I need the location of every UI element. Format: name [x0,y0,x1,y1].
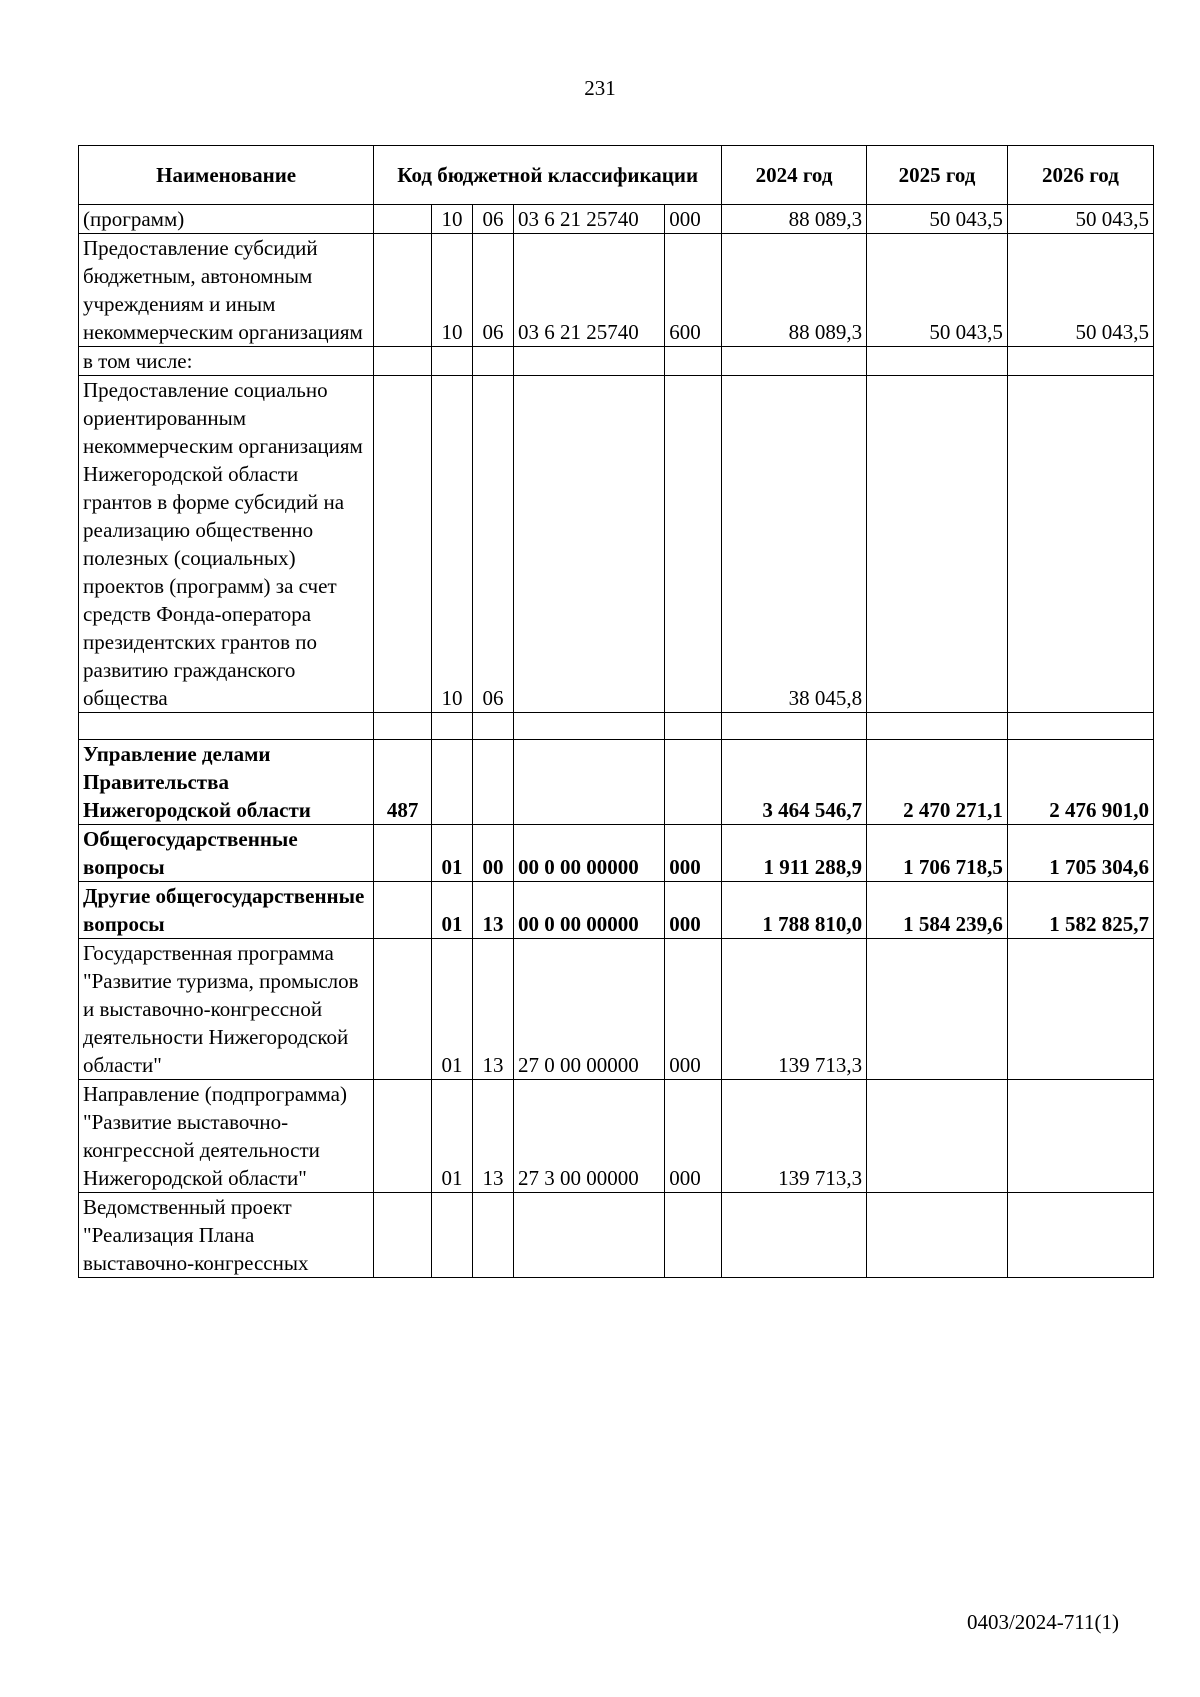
row-2026 [1007,1193,1153,1278]
row-2024 [722,347,867,376]
row-2025: 1 706 718,5 [867,825,1008,882]
row-2026: 50 043,5 [1007,234,1153,347]
row-section: 01 [432,882,473,939]
row-expense [665,740,722,825]
row-2026 [1007,939,1153,1080]
row-subsection: 06 [473,205,514,234]
row-expense: 000 [665,882,722,939]
row-target [513,740,664,825]
row-2026 [1007,347,1153,376]
row-target [513,1193,664,1278]
row-expense [665,347,722,376]
row-name: Направление (подпрограмма) "Развитие выставочно-конгрессной деятельности Нижегородской области" [79,1080,374,1193]
row-dept [374,1193,432,1278]
row-section: 01 [432,1080,473,1193]
row-expense [665,1193,722,1278]
header-code: Код бюджетной классификации [374,146,722,205]
row-2024: 38 045,8 [722,376,867,713]
row-2024: 3 464 546,7 [722,740,867,825]
budget-table [78,145,1154,1278]
row-2026 [1007,1080,1153,1193]
row-dept [374,713,432,740]
row-2025: 50 043,5 [867,234,1008,347]
row-target: 27 0 00 00000 [513,939,664,1080]
row-2025 [867,1193,1008,1278]
row-target: 00 0 00 00000 [513,825,664,882]
row-2024: 139 713,3 [722,939,867,1080]
row-2026: 1 582 825,7 [1007,882,1153,939]
row-expense: 000 [665,1080,722,1193]
table-row [79,376,1154,713]
row-name: Управление делами Правительства Нижегородской области [79,740,374,825]
row-2025 [867,939,1008,1080]
header-name: Наименование [79,146,374,205]
header-2024: 2024 год [722,146,867,205]
row-dept [374,347,432,376]
row-2024: 88 089,3 [722,205,867,234]
row-2024 [722,713,867,740]
row-section: 10 [432,205,473,234]
row-2025: 1 584 239,6 [867,882,1008,939]
row-section [432,347,473,376]
table-row [79,347,1154,376]
row-subsection: 13 [473,882,514,939]
row-target: 27 3 00 00000 [513,1080,664,1193]
row-target: 00 0 00 00000 [513,882,664,939]
row-2024 [722,1193,867,1278]
row-target [513,713,664,740]
row-section: 10 [432,376,473,713]
row-section: 01 [432,825,473,882]
row-2026 [1007,713,1153,740]
row-subsection [473,740,514,825]
row-name: (программ) [79,205,374,234]
row-2025 [867,1080,1008,1193]
row-2024: 88 089,3 [722,234,867,347]
table-row [79,825,1154,882]
row-subsection: 06 [473,234,514,347]
row-subsection [473,713,514,740]
row-name [79,713,374,740]
table-row [79,205,1154,234]
row-expense: 000 [665,825,722,882]
row-dept [374,825,432,882]
row-2026: 2 476 901,0 [1007,740,1153,825]
table-row [79,1193,1154,1278]
row-subsection [473,347,514,376]
row-2026 [1007,376,1153,713]
row-expense: 000 [665,939,722,1080]
row-subsection: 06 [473,376,514,713]
row-subsection: 00 [473,825,514,882]
row-name: в том числе: [79,347,374,376]
table-row [79,713,1154,740]
row-target [513,376,664,713]
header-2026: 2026 год [1007,146,1153,205]
table-row [79,939,1154,1080]
row-name: Предоставление субсидий бюджетным, автономным учреждениям и иным некоммерческим организациям [79,234,374,347]
row-dept [374,882,432,939]
document-id: 0403/2024-711(1) [966,1610,1119,1634]
row-expense: 000 [665,205,722,234]
table-row [79,234,1154,347]
row-name: Другие общегосударственные вопросы [79,882,374,939]
row-expense [665,713,722,740]
header-2025: 2025 год [867,146,1008,205]
row-name: Общегосударственные вопросы [79,825,374,882]
row-expense [665,376,722,713]
row-section [432,1193,473,1278]
row-name: Предоставление социально ориентированным некоммерческим организациям Нижегородской области грантов в форме субсидий на реализацию общественно полезных (социальных) проектов (программ) за счет средств Фонда-оператора президентских грантов по развитию гражданского общества [79,376,374,713]
row-2025 [867,376,1008,713]
row-subsection: 13 [473,939,514,1080]
row-2024: 1 911 288,9 [722,825,867,882]
row-2026: 1 705 304,6 [1007,825,1153,882]
page-number: 231 [584,76,616,100]
row-name: Ведомственный проект "Реализация Плана выставочно-конгрессных [79,1193,374,1278]
row-2024: 1 788 810,0 [722,882,867,939]
row-section: 01 [432,939,473,1080]
table-header-row [79,146,1154,205]
row-2024: 139 713,3 [722,1080,867,1193]
row-name: Государственная программа "Развитие туризма, промыслов и выставочно-конгрессной деятельности Нижегородской области" [79,939,374,1080]
table-row [79,1080,1154,1193]
row-dept [374,1080,432,1193]
row-dept [374,376,432,713]
row-section: 10 [432,234,473,347]
row-section [432,713,473,740]
table-row [79,740,1154,825]
row-2025 [867,713,1008,740]
row-dept [374,939,432,1080]
row-dept [374,205,432,234]
row-dept [374,234,432,347]
row-2026: 50 043,5 [1007,205,1153,234]
row-target [513,347,664,376]
row-section [432,740,473,825]
row-subsection [473,1193,514,1278]
row-target: 03 6 21 25740 [513,205,664,234]
row-2025 [867,347,1008,376]
row-2025: 2 470 271,1 [867,740,1008,825]
row-target: 03 6 21 25740 [513,234,664,347]
row-expense: 600 [665,234,722,347]
table-row [79,882,1154,939]
row-subsection: 13 [473,1080,514,1193]
row-dept: 487 [374,740,432,825]
row-2025: 50 043,5 [867,205,1008,234]
